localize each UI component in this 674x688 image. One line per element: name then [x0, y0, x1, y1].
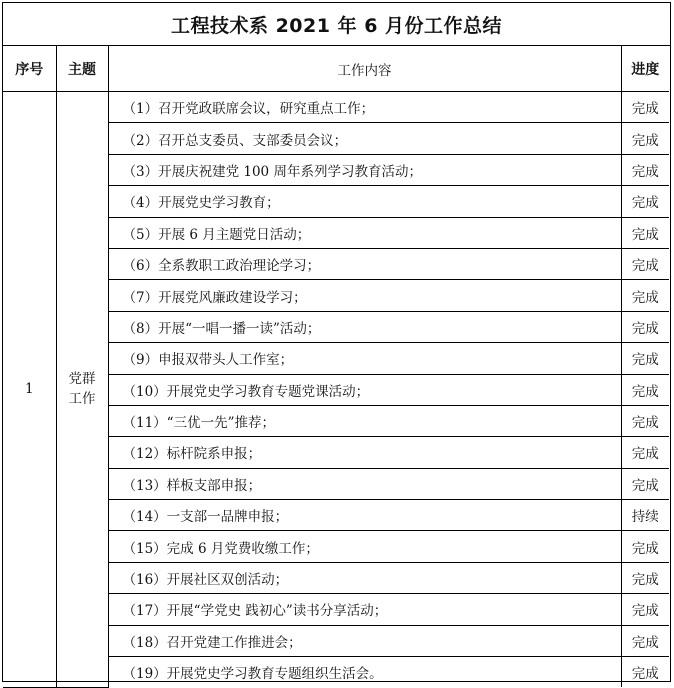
work-item-progress: 完成 — [621, 311, 669, 342]
header-theme: 主题 — [56, 46, 108, 92]
work-item-progress: 完成 — [621, 280, 669, 311]
work-item-content: （13）样板支部申报； — [108, 468, 621, 499]
work-item-content: （4）开展党史学习教育； — [108, 186, 621, 217]
work-item-content: （6）全系教职工政治理论学习； — [108, 248, 621, 279]
group-theme-label: 党群工作 — [68, 371, 96, 408]
work-item-progress: 完成 — [621, 594, 669, 625]
work-item-progress: 完成 — [621, 248, 669, 279]
table-row — [3, 92, 669, 123]
work-item-content: （15）完成 6 月党费收缴工作； — [108, 531, 621, 562]
group-number: 1 — [3, 92, 56, 688]
work-item-content: （11）“三优一先”推荐； — [108, 405, 621, 436]
work-item-content: （9）申报双带头人工作室； — [108, 343, 621, 374]
table-body — [3, 92, 669, 688]
work-item-progress: 完成 — [621, 562, 669, 593]
work-item-progress: 完成 — [621, 123, 669, 154]
document-title: 工程技术系 2021 年 6 月份工作总结 — [3, 3, 670, 46]
work-item-progress: 完成 — [621, 657, 669, 688]
header-progress: 进度 — [621, 46, 669, 92]
work-item-content: （5）开展 6 月主题党日活动； — [108, 217, 621, 248]
summary-sheet — [2, 2, 671, 682]
work-item-progress: 完成 — [621, 468, 669, 499]
header-no: 序号 — [3, 46, 56, 92]
work-item-content: （12）标杆院系申报； — [108, 437, 621, 468]
work-summary-table — [3, 46, 669, 688]
group-theme — [56, 92, 108, 688]
work-item-content: （7）开展党风廉政建设学习； — [108, 280, 621, 311]
work-item-content: （10）开展党史学习教育专题党课活动； — [108, 374, 621, 405]
work-item-content: （18）召开党建工作推进会； — [108, 625, 621, 656]
work-item-progress: 完成 — [621, 437, 669, 468]
work-item-progress: 完成 — [621, 625, 669, 656]
work-item-content: （2）召开总支委员、支部委员会议； — [108, 123, 621, 154]
work-item-progress: 完成 — [621, 154, 669, 185]
work-item-content: （16）开展社区双创活动； — [108, 562, 621, 593]
work-item-content: （14）一支部一品牌申报； — [108, 500, 621, 531]
header-content: 工作内容 — [108, 46, 621, 92]
work-item-content: （17）开展“学党史 践初心”读书分享活动； — [108, 594, 621, 625]
work-item-content: （8）开展“一唱一播一读”活动； — [108, 311, 621, 342]
work-item-progress: 完成 — [621, 186, 669, 217]
header-row — [3, 46, 669, 92]
work-item-progress: 完成 — [621, 92, 669, 123]
work-item-progress: 完成 — [621, 531, 669, 562]
work-item-content: （19）开展党史学习教育专题组织生活会。 — [108, 657, 621, 688]
work-item-progress: 完成 — [621, 405, 669, 436]
work-item-progress: 完成 — [621, 343, 669, 374]
work-item-content: （3）开展庆祝建党 100 周年系列学习教育活动； — [108, 154, 621, 185]
work-item-progress: 持续 — [621, 500, 669, 531]
work-item-content: （1）召开党政联席会议，研究重点工作； — [108, 92, 621, 123]
work-item-progress: 完成 — [621, 217, 669, 248]
work-item-progress: 完成 — [621, 374, 669, 405]
